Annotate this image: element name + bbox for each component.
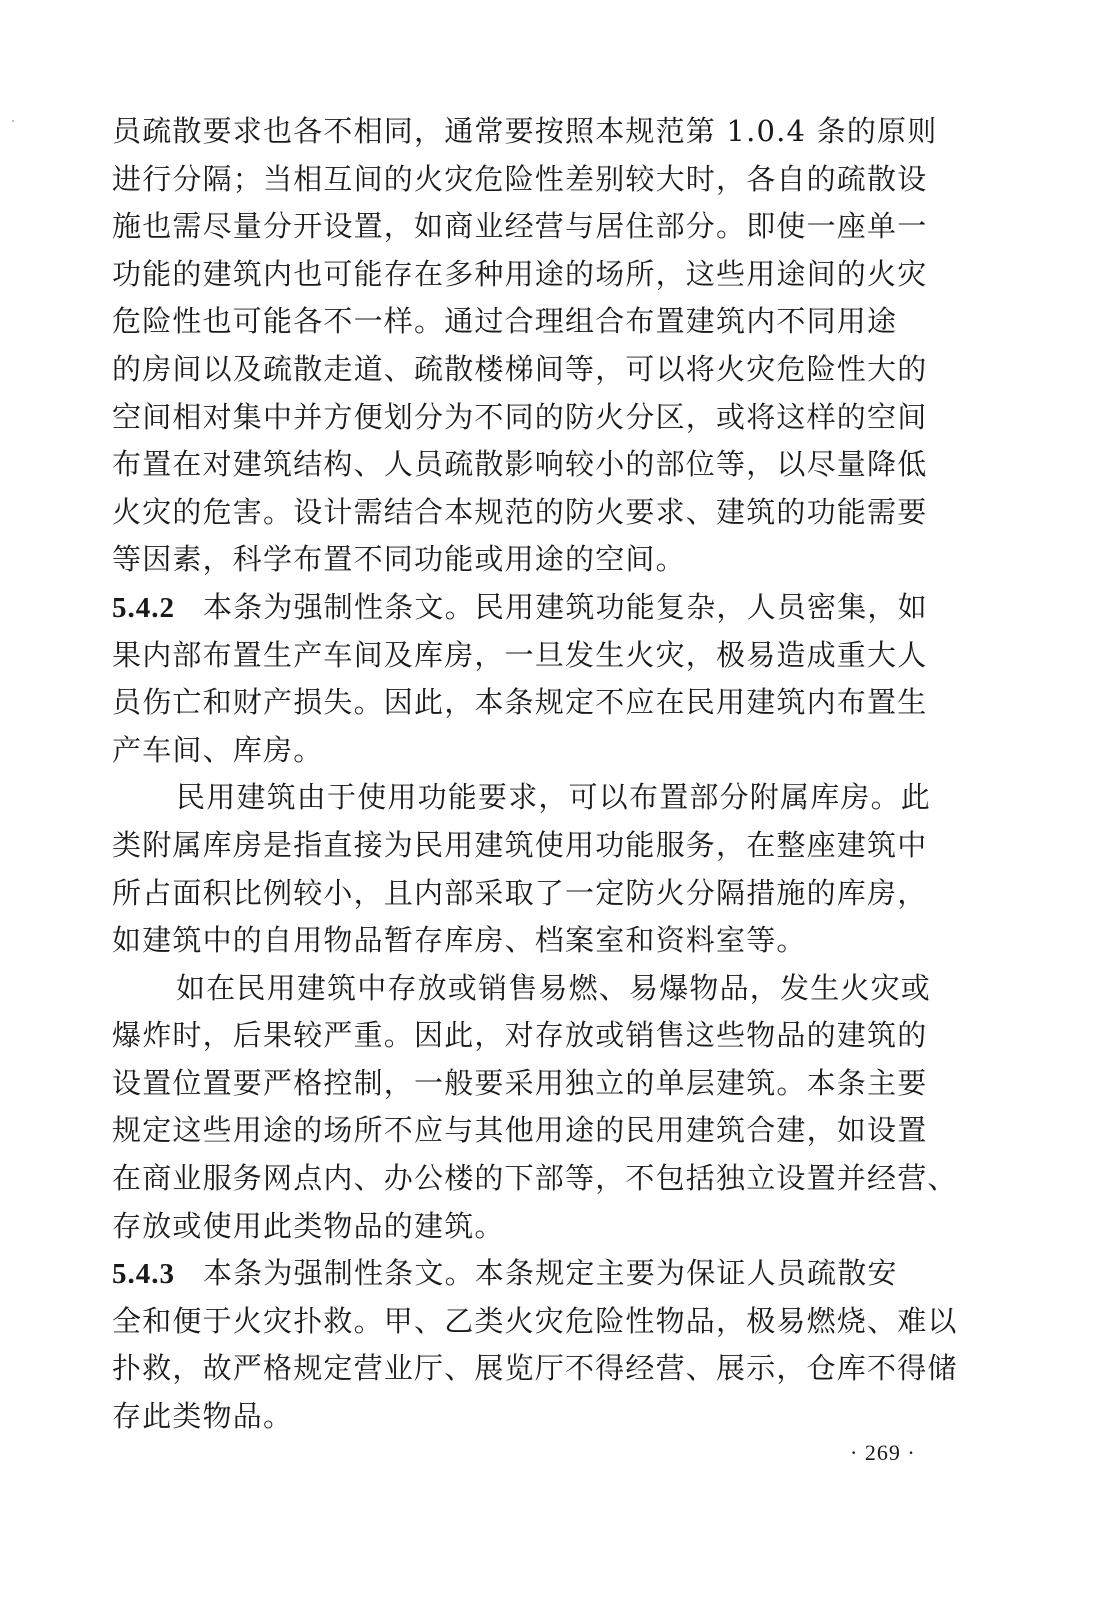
text-span: 本条为强制性条文。民用建筑功能复杂，人员密集，如 <box>203 589 928 624</box>
text-line: 所占面积比例较小，且内部采取了一定防火分隔措施的库房， <box>112 875 928 910</box>
body-text <box>112 108 972 1441</box>
text-line: 在商业服务网点内、办公楼的下部等，不包括独立设置并经营、 <box>112 1161 958 1196</box>
text-line: 存放或使用此类物品的建筑。 <box>112 1208 505 1243</box>
text-span: 本条为强制性条文。本条规定主要为保证人员疏散安 <box>203 1256 898 1291</box>
text-line: 员伤亡和财产损失。因此，本条规定不应在民用建筑内布置生 <box>112 685 928 720</box>
text-line: 全和便于火灾扑救。甲、乙类火灾危险性物品，极易燃烧、难以 <box>112 1303 958 1338</box>
text-line: 布置在对建筑结构、人员疏散影响较小的部位等，以尽量降低 <box>112 447 928 482</box>
text-line: 空间相对集中并方便划分为不同的防火分区，或将这样的空间 <box>112 399 928 434</box>
text-line: 如在民用建筑中存放或销售易燃、易爆物品，发生火灾或 <box>176 970 932 1005</box>
text-line: 的房间以及疏散走道、疏散楼梯间等，可以将火灾危险性大的 <box>112 351 928 386</box>
text-line: 果内部布置生产车间及库房，一旦发生火灾，极易造成重大人 <box>112 637 928 672</box>
text-line: 危险性也可能各不一样。通过合理组合布置建筑内不同用途 <box>112 304 898 339</box>
text-line: 火灾的危害。设计需结合本规范的防火要求、建筑的功能需要 <box>112 494 928 529</box>
text-line: 进行分隔；当相互间的火灾危险性差别较大时，各自的疏散设 <box>112 161 928 196</box>
text-line: 类附属库房是指直接为民用建筑使用功能服务，在整座建筑中 <box>112 827 928 862</box>
text-line: 功能的建筑内也可能存在多种用途的场所，这些用途间的火灾 <box>112 256 928 291</box>
text-line: 等因素，科学布置不同功能或用途的空间。 <box>112 542 686 577</box>
scan-speck <box>12 120 14 122</box>
text-line: 扑救，故严格规定营业厅、展览厅不得经营、展示，仓库不得储 <box>112 1351 958 1386</box>
text-line: 规定这些用途的场所不应与其他用途的民用建筑合建，如设置 <box>112 1113 928 1148</box>
text-line: 存此类物品。 <box>112 1399 294 1434</box>
text-line: 设置位置要严格控制，一般要采用独立的单层建筑。本条主要 <box>112 1065 928 1100</box>
text-line: 员疏散要求也各不相同，通常要按照本规范第 1.0.4 条的原则 <box>112 114 938 148</box>
section-number: 5.4.2 <box>112 591 175 624</box>
section-number: 5.4.3 <box>112 1258 175 1291</box>
text-line: 产车间、库房。 <box>112 732 324 767</box>
section-heading-line <box>112 1250 972 1298</box>
section-heading-line <box>112 584 972 632</box>
text-line: 民用建筑由于使用功能要求，可以布置部分附属库房。此 <box>176 780 932 815</box>
text-line: 如建筑中的自用物品暂存库房、档案室和资料室等。 <box>112 923 807 958</box>
text-line: 爆炸时，后果较严重。因此，对存放或销售这些物品的建筑的 <box>112 1018 928 1053</box>
text-line: 施也需尽量分开设置，如商业经营与居住部分。即使一座单一 <box>112 209 928 244</box>
page-number: · 269 · <box>850 1440 916 1465</box>
